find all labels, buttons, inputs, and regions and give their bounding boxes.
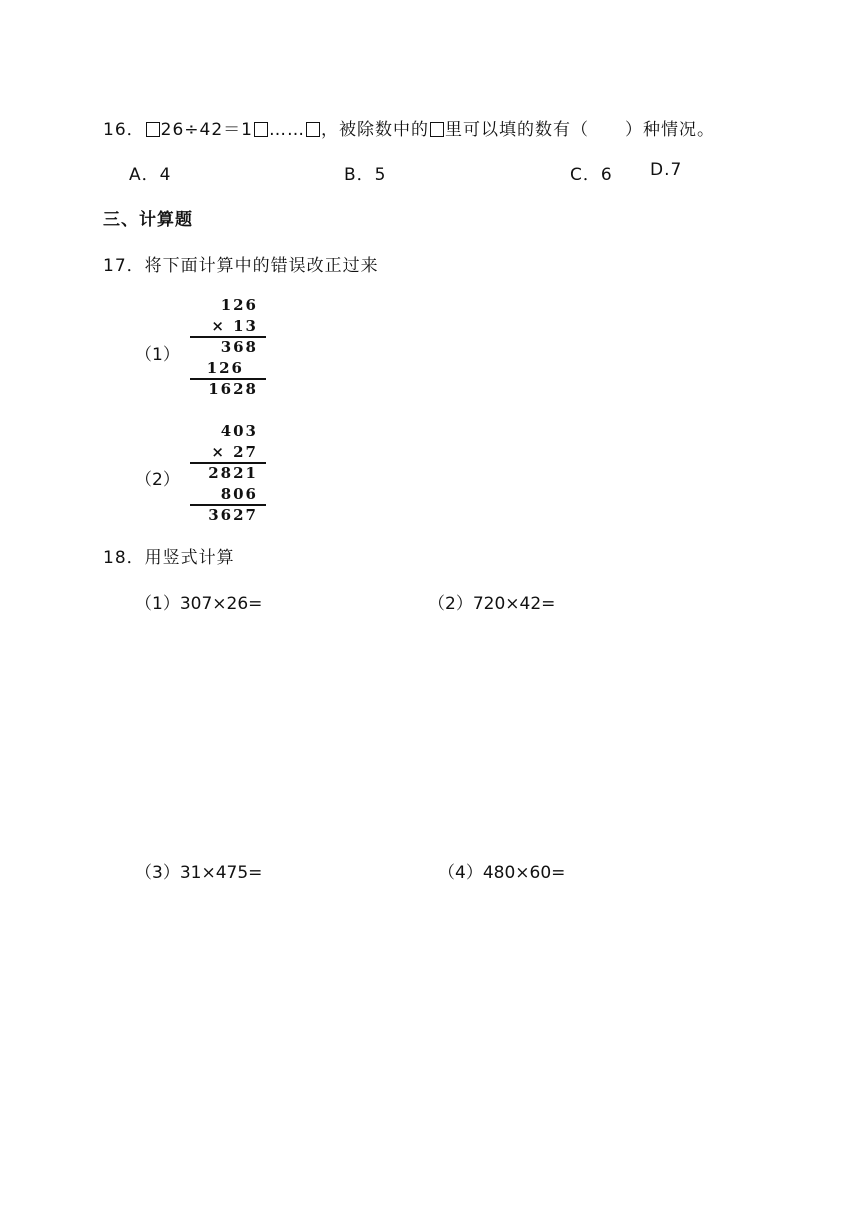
q17-stem — [103, 251, 379, 276]
blank-box — [430, 122, 444, 137]
q16-option-c[interactable]: C．6 — [570, 165, 613, 185]
q18-item4-label: （4） — [438, 863, 483, 883]
product: 3627 — [208, 506, 258, 524]
q17-item2-label: （2） — [135, 470, 180, 490]
multiplier: × 27 — [211, 443, 258, 461]
q17-number: 17． — [103, 256, 145, 276]
q16-part1: 26÷42＝1 — [160, 120, 253, 140]
q18-item3 — [135, 858, 262, 883]
q17-item1-label: （1） — [135, 345, 180, 365]
q16-number: 16． — [103, 120, 145, 140]
q18-item1-label: （1） — [135, 594, 180, 614]
q17-text: 将下面计算中的错误改正过来 — [144, 256, 379, 276]
partial-product-2: 806 — [220, 485, 258, 503]
q18-item1-expr: 307×26= — [179, 594, 263, 614]
q16-part3: ，被除数中的 — [320, 120, 429, 140]
q18-number: 18． — [103, 548, 145, 568]
q16-option-b[interactable]: B．5 — [344, 165, 387, 185]
q18-item2-label: （2） — [428, 594, 473, 614]
section-heading: 三、计算题 — [103, 210, 193, 230]
q18-item2-expr: 720×42= — [472, 594, 556, 614]
q16-option-d[interactable]: D.7 — [650, 160, 683, 180]
partial-product-1: 368 — [220, 338, 258, 356]
q16-part2: …… — [268, 120, 305, 140]
q18-stem — [103, 543, 235, 568]
q18-item4-expr: 480×60= — [482, 863, 566, 883]
q17-item2-vertical-calc — [186, 422, 266, 526]
multiplicand: 403 — [220, 422, 258, 440]
partial-product-1: 2821 — [208, 464, 258, 482]
blank-box — [146, 122, 160, 137]
q18-item3-label: （3） — [135, 863, 180, 883]
q18-item2 — [428, 589, 555, 614]
q16-option-a[interactable]: A．4 — [129, 165, 172, 185]
multiplicand: 126 — [220, 296, 258, 314]
multiplier: × 13 — [211, 317, 258, 335]
q18-text: 用竖式计算 — [144, 548, 235, 568]
blank-box — [254, 122, 268, 137]
q18-item1 — [135, 589, 262, 614]
q16-stem — [103, 115, 715, 140]
q18-item4 — [438, 858, 565, 883]
product: 1628 — [208, 380, 258, 398]
q18-item3-expr: 31×475= — [179, 863, 263, 883]
blank-box — [306, 122, 320, 137]
q16-part4: 里可以填的数有（ ）种情况。 — [444, 120, 715, 140]
q17-item1-vertical-calc — [186, 296, 266, 400]
partial-product-2: 126 — [206, 359, 244, 377]
